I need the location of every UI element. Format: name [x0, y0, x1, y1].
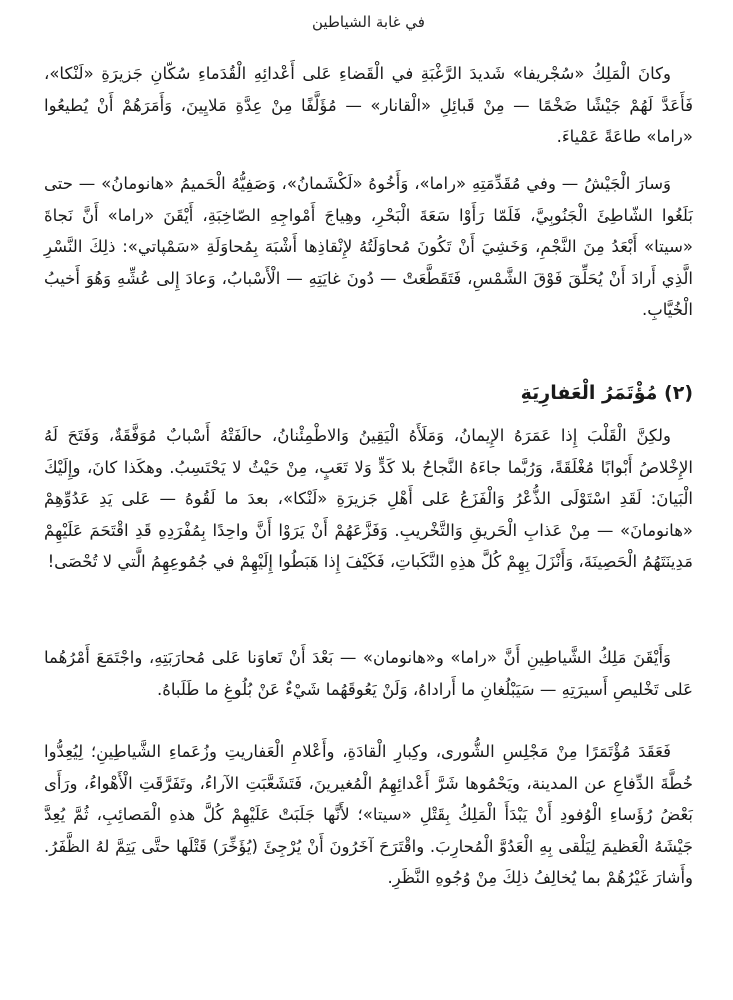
paragraph-5: فَعَقَدَ مُؤْتَمَرًا مِنْ مَجْلِسِ الشُّورى، وكِبارِ الْقادَةِ، وأَعْلامِ الْعَفاريتِ وزُعَماءِ الشَّياطِينِ؛ لِيُعِدُّوا خُطَّةَ الدِّفاعِ عن المدينة، ويَحْمُوها شَرَّ أَعْدائِهِمُ الْمُغيرينَ، فَتَشَعَّبَتِ الآراءُ، وتَفَرَّقَتِ الْأَهْواءُ، ورَأَى بَعْضُ رُؤَساءِ الْوُفودِ أَنْ يَبْدَأَ الْمَلِكُ بِقَتْلِ «سيتا»؛ لأَنَّها جَلَبَتْ عَلَيْهِمْ كُلَّ هذهِ الْمَصائِبِ، ثُمَّ يُعِدَّ جَيْشَهُ الْعَظيمَ لِيَلْقى بِهِ الْعَدُوَّ الْمُحارِبَ. واقْتَرَحَ آخَرُونَ أَنْ يُرْجِئَ (يُؤَخِّرَ) قَتْلَها حتَّى يَتِمَّ لهُ الظَّفَرُ. وأَشارَ غَيْرُهُمْ بما يُخالِفُ ذلِكَ مِنْ وُجُوهِ النَّظَرِ. [44, 742, 693, 888]
paragraph-4: وَأَيْقَنَ مَلِكُ الشَّياطِينِ أَنَّ «راما» و«هانومان» — بَعْدَ أَنْ تَعاوَنا عَلى مُحارَبَتِهِ، واجْتَمَعَ أَمْرُهُما عَلى تَخْليصِ أَسيرَتِهِ — سَيَبْلُغانِ ما أَراداهُ، وَلَنْ يَعُوقَهُما شَيْءٌ عَنْ بُلُوغِ ما طَلَباهُ. [44, 648, 693, 699]
book-page [44, 0, 693, 1000]
paragraph-2: وَسارَ الْجَيْشُ — وفي مُقَدِّمَتِهِ «راما»، وَأَخُوهُ «لَكْشَمانُ»، وَصَفِيُّهُ الْحَميمُ «هانومانُ» — حتى بَلَغُوا الشّاطِئَ الْجَنُوبِيَّ، فَلَمّا رَأَوْا سَعَةَ الْبَحْرِ، وهِياجَ أَمْواجِهِ الصّاخِبَةِ، أَيْقَنَ «راما» أَنَّ نَجاةَ «سيتا» أَبْعَدُ مِنَ النَّجْمِ، وَخَشِيَ أَنْ تَكُونَ مُحاوَلَتُهُ لإِنْقاذِها أَشْبَهَ بِمُحاوَلَةِ «سَمْپاتي»: ذلِكَ النَّسْرِ الَّذِي أَرادَ أَنْ يُحَلِّقَ فَوْقَ الشَّمْسِ، فَتَقَطَّعَتْ — دُونَ غايَتِهِ — الْأَسْبابُ، وَعادَ إِلى عُشِّهِ وَهُوَ أَخيبُ الْخُيَّابِ. [44, 174, 693, 320]
running-head: في غابة الشياطين [312, 13, 425, 31]
paragraph-3: ولكِنَّ الْقَلْبَ إِذا عَمَرَهُ الإِيمانُ، وَمَلَأَهُ الْيَقِينُ وَالاطْمِئْنانُ، حالَفَتْهُ أَسْبابٌ مُوَفَّقَةٌ، وَفَتَحَ لَهُ الإِخْلاصُ أَبْوابًا مُغْلَقَةً، وَرُبَّما جاءَهُ النَّجاحُ بلا كَدٍّ وَلا تَعَبٍ، مِنْ حَيْثُ لا يَحْتَسِبُ. وهكَذا كانَ، وإِلَيْكَ الْبَيانَ: لَقَدِ اسْتَوْلَى الذُّعْرُ وَالْفَزَعُ عَلى أَهْلِ جَزيرَةِ «لَنْكا»، بعدَ ما لَقُوهُ — عَلى يَدِ عَدُوِّهِمْ «هانومانَ» — مِنْ عَذابِ الْحَريقِ وَالتَّخْريبِ. وَفَزَّعَهُمْ أَنْ يَرَوْا أَنَّ واحِدًا بِمُفْرَدِهِ قَدِ اقْتَحَمَ عَلَيْهِمْ مَدِينَتَهُمُ الْحَصِينَةَ، وَأَنْزَلَ بِهِمْ كُلَّ هذِهِ النَّكَباتِ، فَكَيْفَ إِذا هَبَطُوا إِلَيْهِمْ في جُمُوعِهِمُ الَّتي لا تُحْصَى! [44, 426, 693, 572]
paragraph-1: وكانَ الْمَلِكُ «سُجْريفا» شَديدَ الرَّغْبَةِ في الْقَضاءِ عَلى أَعْدائِهِ الْقُدَماءِ سُكّانِ جَزيرَةِ «لَنْكا»، فَأَعَدَّ لَهُمْ جَيْشًا ضَخْمًا — مِنْ قَبائِلِ «الْقانار» — مُؤَلَّفًا مِنْ عِدَّةِ مَلايِينَ، وَأَمَرَهُمْ أَنْ يُطيعُوا «راما» طاعَةً عَمْياءَ. [44, 64, 693, 147]
section-heading: (٢) مُؤْتَمَرُ الْعَفارِيَةِ [520, 382, 693, 404]
